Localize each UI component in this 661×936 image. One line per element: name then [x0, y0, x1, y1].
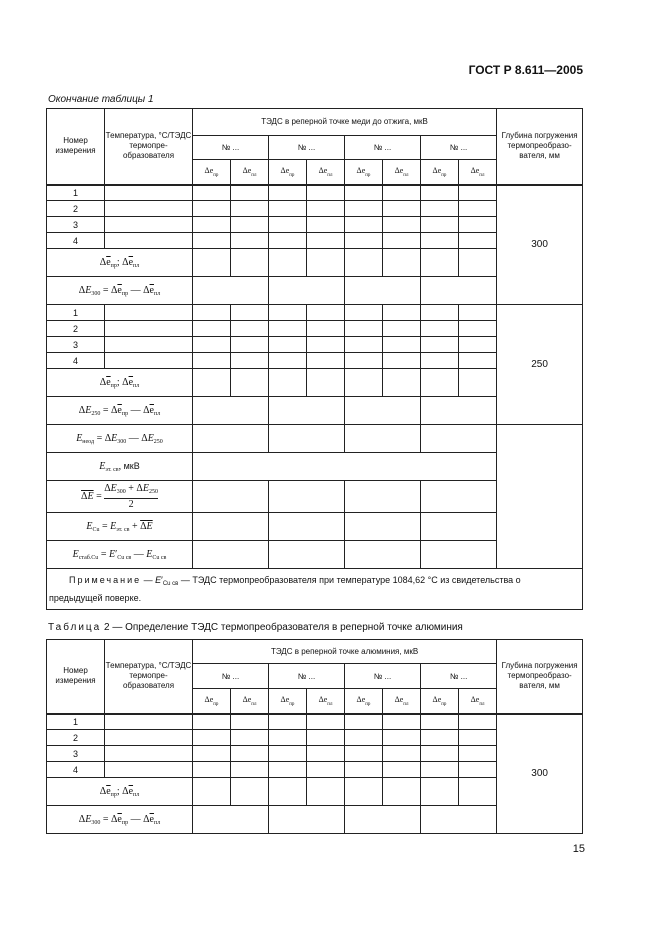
sensor-no: № ...	[269, 664, 345, 689]
table1-caption: Окончание таблицы 1	[48, 94, 154, 105]
row-number: 1	[47, 185, 105, 201]
row-number: 1	[47, 305, 105, 321]
document-code: ГОСТ Р 8.611—2005	[468, 63, 583, 77]
de-pl-header: $\Delta e_{пл}$	[231, 160, 269, 185]
row-number: 2	[47, 201, 105, 217]
row-number: 4	[47, 353, 105, 369]
col-tedc-header: ТЭДС в реперной точке меди до отжига, мкВ	[193, 109, 497, 136]
de-pl-header: $\Delta e_{пл}$	[459, 160, 497, 185]
row-number: 3	[47, 217, 105, 233]
de-pr-header: $\Delta e_{пр}$	[421, 160, 459, 185]
row-number: 4	[47, 762, 105, 778]
formula-e300: $\Delta E_{300} = \Delta\overline{e}_{пр}$ — $\Delta\overline{e}_{пл}$	[47, 277, 193, 305]
row-number: 1	[47, 714, 105, 730]
row-number: 4	[47, 233, 105, 249]
formula-avg: $\Delta\overline{e}_{пр}$; $\Delta\overline{e}_{пл}$	[47, 249, 193, 277]
de-pr-header: $\Delta e_{пр}$	[193, 160, 231, 185]
col-measurement-number: Номер измерения	[47, 640, 105, 714]
table2	[46, 639, 583, 834]
depth-250: 250	[497, 305, 583, 425]
sensor-no: № ...	[269, 136, 345, 160]
formula-avg: $\Delta\overline{e}_{пр}$; $\Delta\overline{e}_{пл}$	[47, 778, 193, 806]
de-pr-header: $\Delta e_{пр}$	[345, 160, 383, 185]
formula-e300: $\Delta E_{300} = \Delta\overline{e}_{пр}$ — $\Delta\overline{e}_{пл}$	[47, 806, 193, 834]
formula-ecu: $E_{Cu} = E_{эт. св} + \Delta E$	[47, 513, 193, 541]
col-tedc-header: ТЭДС в реперной точке алюминия, мкВ	[193, 640, 497, 664]
col-depth: Глубина погружения термопреобразо-вателя, мм	[497, 640, 583, 714]
table1-note: Примечание — $E'_{Cu св}$ — ТЭДС термопреобразователя при температуре 1084,62 °С из свидетельства о предыдущей поверке.	[47, 569, 583, 610]
formula-eneod: $E_{неод} = \Delta E_{300}$ — $\Delta E_{250}$	[47, 425, 193, 453]
formula-etsv: $E_{эт. св}$, мкВ	[47, 453, 193, 481]
de-pl-header: $\Delta e_{пл}$	[383, 160, 421, 185]
de-pl-header: $\Delta e_{пл}$	[231, 689, 269, 714]
de-pr-header: $\Delta e_{пр}$	[421, 689, 459, 714]
de-pl-header: $\Delta e_{пл}$	[459, 689, 497, 714]
col-temperature: Температура, °С/ТЭДС термопре-образователя	[105, 640, 193, 714]
formula-dE: ΔE = $\frac{\Delta E_{300} + \Delta E_{250}}{2}$	[47, 481, 193, 513]
de-pl-header: $\Delta e_{пл}$	[307, 160, 345, 185]
table1	[46, 108, 583, 610]
row-number: 2	[47, 730, 105, 746]
sensor-no: № ...	[345, 664, 421, 689]
formula-e250: $\Delta E_{250} = \Delta\overline{e}_{пр}$ — $\Delta\overline{e}_{пл}$	[47, 397, 193, 425]
col-depth: Глубина погружения термопреобразо-вателя, мм	[497, 109, 583, 185]
de-pl-header: $\Delta e_{пл}$	[383, 689, 421, 714]
de-pr-header: $\Delta e_{пр}$	[345, 689, 383, 714]
row-number: 3	[47, 746, 105, 762]
sensor-no: № ...	[421, 136, 497, 160]
row-number: 2	[47, 321, 105, 337]
sensor-no: № ...	[421, 664, 497, 689]
sensor-no: № ...	[193, 136, 269, 160]
formula-avg: $\Delta\overline{e}_{пр}$; $\Delta\overline{e}_{пл}$	[47, 369, 193, 397]
col-measurement-number: Номер измерения	[47, 109, 105, 185]
page-number: 15	[572, 843, 585, 855]
row-number: 3	[47, 337, 105, 353]
de-pl-header: $\Delta e_{пл}$	[307, 689, 345, 714]
depth-300: 300	[497, 185, 583, 305]
table2-caption: Таблица 2 — Определение ТЭДС термопреобразователя в реперной точке алюминия	[48, 622, 463, 633]
de-pr-header: $\Delta e_{пр}$	[269, 160, 307, 185]
de-pr-header: $\Delta e_{пр}$	[193, 689, 231, 714]
sensor-no: № ...	[193, 664, 269, 689]
depth-300: 300	[497, 714, 583, 834]
sensor-no: № ...	[345, 136, 421, 160]
de-pr-header: $\Delta e_{пр}$	[269, 689, 307, 714]
col-temperature: Температура, °С/ТЭДС термопре-образователя	[105, 109, 193, 185]
formula-estab: $E_{стаб.Cu} = E'_{Cu св}$ — $E_{Cu св}$	[47, 541, 193, 569]
